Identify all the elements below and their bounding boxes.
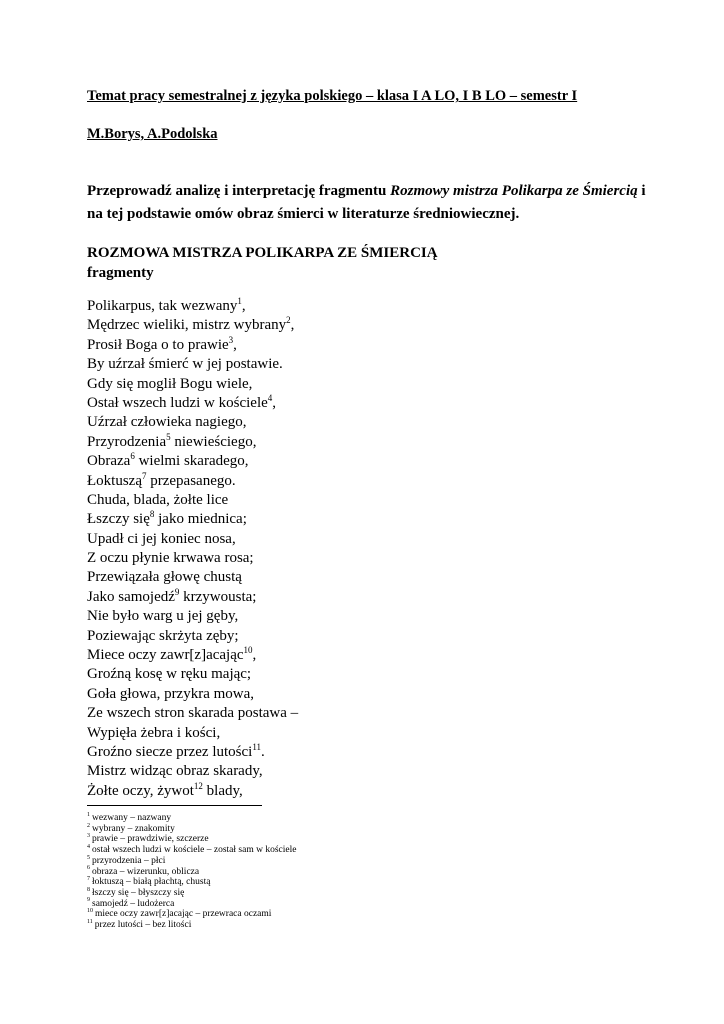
footnote-number: 11 xyxy=(87,918,93,925)
footnote-item xyxy=(87,899,296,910)
footnote-marker: 9 xyxy=(174,586,180,597)
poem-line-text: Uźrzał człowieka nagiego, xyxy=(87,414,247,431)
poem-line-text: Groźno siecze przez lutości xyxy=(87,743,253,760)
poem-line-text: Mędrzec wieliki, mistrz wybrany xyxy=(87,317,287,334)
footnote-text: samojedź – ludożerca xyxy=(92,898,175,909)
poem-line-text: Prosił Boga o to prawie xyxy=(87,336,229,353)
poem-line-text-after: , xyxy=(252,647,257,664)
footnote-item xyxy=(87,856,296,867)
poem-line-text-after: blady, xyxy=(202,782,243,799)
poem-line-text: Wypięła żebra i kości, xyxy=(87,724,221,741)
footnote-number: 5 xyxy=(87,854,90,861)
footnote-text: przyrodzenia – płci xyxy=(92,855,166,866)
poem-line xyxy=(87,297,298,316)
footnote-marker: 11 xyxy=(252,741,262,752)
footnote-text: łszczy się – błyszczy się xyxy=(92,887,185,898)
poem-line-text-after: jako miednica; xyxy=(154,511,247,528)
poem-line xyxy=(87,530,298,549)
poem-line-text: Goła głowa, przykra mowa, xyxy=(87,685,255,702)
footnote-marker: 5 xyxy=(166,431,171,442)
footnote-marker: 4 xyxy=(267,392,273,403)
footnote-text: przez lutości – bez litości xyxy=(94,920,192,931)
poem-line-text: By uźrzał śmierć w jej postawie. xyxy=(87,356,283,373)
footnote-text: ostał wszech ludzi w kościele – został sam w kościele xyxy=(92,845,297,856)
footnote-number: 4 xyxy=(87,843,90,850)
poem-line-text: Łszczy się xyxy=(87,511,150,528)
poem-title: ROZMOWA MISTRZA POLIKARPA ZE ŚMIERCIĄ xyxy=(87,245,438,261)
poem-line xyxy=(87,646,298,665)
footnote-marker: 2 xyxy=(286,315,291,326)
task-instruction xyxy=(87,180,647,226)
assignment-heading: Temat pracy semestralnej z języka polskiego – klasa I A LO, I B LO – semestr I xyxy=(87,88,578,104)
footnote-text: wezwany – nazwany xyxy=(92,813,172,823)
poem-line xyxy=(87,510,298,529)
footnote-number: 3 xyxy=(87,833,90,840)
task-text-start: Przeprowadź analizę i interpretację fragmentu xyxy=(87,183,391,199)
footnote-text: łoktuszą – białą płachtą, chustą xyxy=(92,877,211,888)
poem-line xyxy=(87,452,298,471)
poem-line-text: Groźną kosę w ręku mając; xyxy=(87,666,252,683)
footnote-text: miece oczy zawr[z]acając – przewraca oczami xyxy=(95,909,272,920)
poem-line xyxy=(87,336,298,355)
task-work-title: Rozmowy mistrza Polikarpa ze Śmiercią xyxy=(390,183,638,199)
poem-line xyxy=(87,433,298,452)
task-text-end: i na tej podstawie omów obraz śmierci w literaturze średniowiecznej. xyxy=(87,183,646,222)
footnote-item xyxy=(87,845,296,856)
poem-line-text: Z oczu płynie krwawa rosa; xyxy=(87,550,254,567)
poem-line xyxy=(87,549,298,568)
footnote-number: 6 xyxy=(87,865,90,872)
poem-line-text-after: . xyxy=(261,743,265,760)
footnote-marker: 3 xyxy=(228,334,234,345)
footnote-marker: 10 xyxy=(243,645,253,656)
poem-line-text: Ze wszech stron skarada postawa – xyxy=(87,705,299,722)
footnote-item xyxy=(87,920,296,931)
poem-line xyxy=(87,375,298,394)
poem-line xyxy=(87,413,298,432)
footnote-item xyxy=(87,877,296,888)
poem-line xyxy=(87,472,298,491)
poem-heading xyxy=(87,243,438,283)
footnote-marker: 8 xyxy=(149,509,155,520)
footnotes xyxy=(87,813,296,931)
poem-line xyxy=(87,607,298,626)
poem-line xyxy=(87,724,298,743)
poem-line xyxy=(87,568,298,587)
poem-line xyxy=(87,704,298,723)
footnote-marker: 12 xyxy=(193,780,203,791)
poem-line-text: Obraza xyxy=(87,453,131,470)
poem-line-text: Ostał wszech ludzi w kościele xyxy=(87,394,268,411)
authors-line: M.Borys, A.Podolska xyxy=(87,126,218,142)
poem-line-text-after: niewieściego, xyxy=(170,433,257,450)
poem-body xyxy=(87,297,298,801)
footnote-text: wybrany – znakomity xyxy=(92,823,175,834)
footnote-number: 10 xyxy=(87,908,93,915)
poem-line-text-after: , xyxy=(272,394,277,411)
footnote-marker: 1 xyxy=(237,296,242,306)
footnote-item xyxy=(87,813,296,824)
poem-line-text: Żołte oczy, żywot xyxy=(87,782,194,799)
footnote-number: 2 xyxy=(87,822,90,829)
poem-line xyxy=(87,782,298,801)
poem-line-text-after: , xyxy=(233,336,237,353)
footnote-separator xyxy=(87,805,262,806)
footnote-item xyxy=(87,867,296,878)
poem-line xyxy=(87,355,298,374)
poem-line xyxy=(87,588,298,607)
footnote-text: obraza – wizerunku, oblicza xyxy=(92,866,200,877)
poem-line-text: Mistrz widząc obraz skarady, xyxy=(87,763,263,780)
footnote-item xyxy=(87,888,296,899)
poem-line-text: Upadł ci jej koniec nosa, xyxy=(87,530,236,547)
footnote-number: 9 xyxy=(87,897,90,904)
poem-line xyxy=(87,685,298,704)
poem-line xyxy=(87,627,298,646)
poem-line xyxy=(87,762,298,781)
poem-line xyxy=(87,316,298,335)
poem-line-text-after: , xyxy=(241,298,246,314)
footnote-marker: 7 xyxy=(141,470,147,481)
poem-line xyxy=(87,665,298,684)
poem-line-text-after: przepasanego. xyxy=(146,472,236,489)
footnote-item xyxy=(87,834,296,845)
poem-line-text: Polikarpus, tak wezwany xyxy=(87,298,238,314)
footnote-number: 1 xyxy=(87,811,90,818)
poem-line-text-after: krzywousta; xyxy=(179,588,257,605)
poem-line xyxy=(87,394,298,413)
poem-line xyxy=(87,491,298,510)
poem-line-text: Gdy się moglił Bogu wiele, xyxy=(87,375,253,392)
footnote-item xyxy=(87,824,296,835)
poem-line-text: Miece oczy zawr[z]acając xyxy=(87,647,244,664)
footnote-item xyxy=(87,909,296,920)
poem-line-text: Przewiązała głowę chustą xyxy=(87,569,242,586)
footnote-marker: 6 xyxy=(130,451,135,462)
footnote-text: prawie – prawdziwie, szczerze xyxy=(92,834,209,845)
poem-subtitle: fragmenty xyxy=(87,265,154,281)
poem-line-text: Nie było warg u jej gęby, xyxy=(87,608,239,625)
poem-line xyxy=(87,743,298,762)
footnote-number: 8 xyxy=(87,886,90,893)
poem-line-text: Poziewając skrżyta zęby; xyxy=(87,627,239,644)
poem-line-text: Przyrodzenia xyxy=(87,433,167,450)
poem-line-text: Chuda, blada, żołte lice xyxy=(87,491,229,508)
poem-line-text-after: wielmi skaradego, xyxy=(134,453,249,470)
footnote-number: 7 xyxy=(87,876,90,883)
poem-line-text: Jako samojedź xyxy=(87,588,175,605)
poem-line-text-after: , xyxy=(290,317,295,334)
poem-line-text: Łoktuszą xyxy=(87,472,142,489)
